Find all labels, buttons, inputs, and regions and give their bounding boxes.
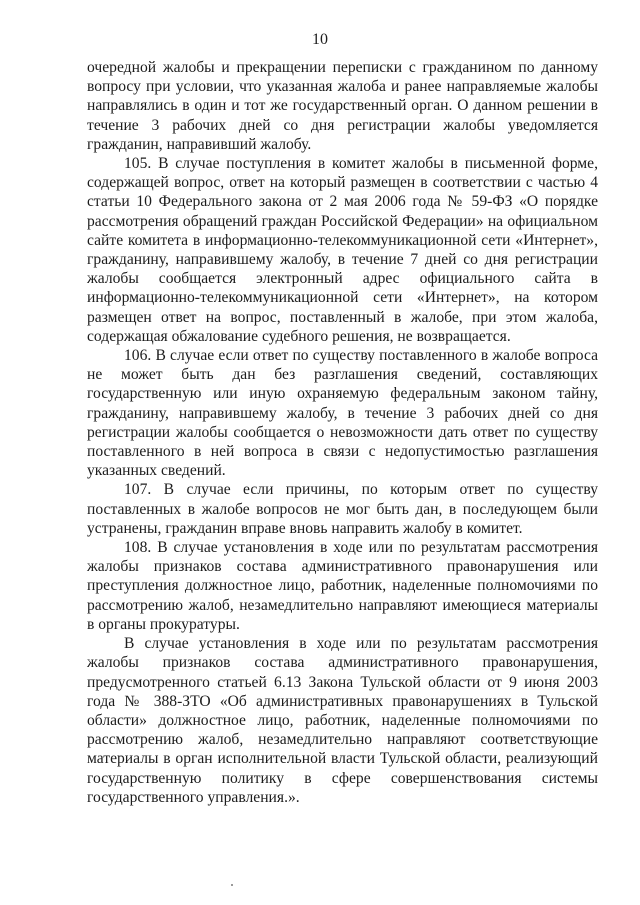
paragraph-continuation: очередной жалобы и прекращении переписки с гражданином по данному вопросу при условии, что указанная жалоба и ранее направляемые жалобы направлялись в один и тот же государственный орган. О данном решении в течение 3 рабочих дней со дня регистрации жалобы уведомляется гражданин, направивший жалобу. — [87, 59, 598, 153]
paragraph-106: 106. В случае если ответ по существу поставленного в жалобе вопроса не может быть дан без разглашения сведений, составляющих государственную или иную охраняемую федеральным законом тайну, гражданину, направившему жалобу, в течение 3 рабочих дней со дня регистрации жалобы сообщается о невозможности дать ответ по существу поставленного в ней вопроса в связи с недопустимостью разглашения указанных сведений. — [87, 347, 598, 480]
scan-speck — [231, 884, 233, 886]
paragraph-108-addendum: В случае установления в ходе или по результатам рассмотрения жалобы признаков состава административного правонарушения, предусмотренного статьей 6.13 Закона Тульской области от 9 июня 2003 года № 388-ЗТО «Об административных правонарушениях в Тульской области» должностное лицо, работник, наделенные полномочиями по рассмотрению жалоб, незамедлительно направляют соответствующие материалы в орган исполнительной власти Тульской области, реализующий государственную политику в сфере совершенствования системы государственного управления.». — [87, 635, 598, 806]
document-body — [87, 58, 598, 807]
paragraph-105: 105. В случае поступления в комитет жалобы в письменной форме, содержащей вопрос, ответ на который размещен в соответствии с частью 4 статьи 10 Федерального закона от 2 мая 2006 года № 59-ФЗ «О порядке рассмотрения обращений граждан Российской Федерации» на официальном сайте комитета в информационно-телекоммуникационной сети «Интернет», гражданину, направившему жалобу, в течение 7 дней со дня регистрации жалобы сообщается электронный адрес официального сайта в информационно-телекоммуникационной сети «Интернет», на котором размещен ответ на вопрос, поставленный в жалобе, при этом жалоба, содержащая обжалование судебного решения, не возвращается. — [87, 155, 598, 345]
paragraph-107: 107. В случае если причины, по которым ответ по существу поставленных в жалобе вопросов не мог быть дан, в последующем были устранены, гражданин вправе вновь направить жалобу в комитет. — [87, 481, 598, 537]
page-number: 10 — [312, 31, 328, 48]
paragraph-108: 108. В случае установления в ходе или по результатам рассмотрения жалобы признаков состава административного правонарушения или преступления должностное лицо, работник, наделенные полномочиями по рассмотрению жалоб, незамедлительно направляют имеющиеся материалы в органы прокуратуры. — [87, 539, 598, 633]
